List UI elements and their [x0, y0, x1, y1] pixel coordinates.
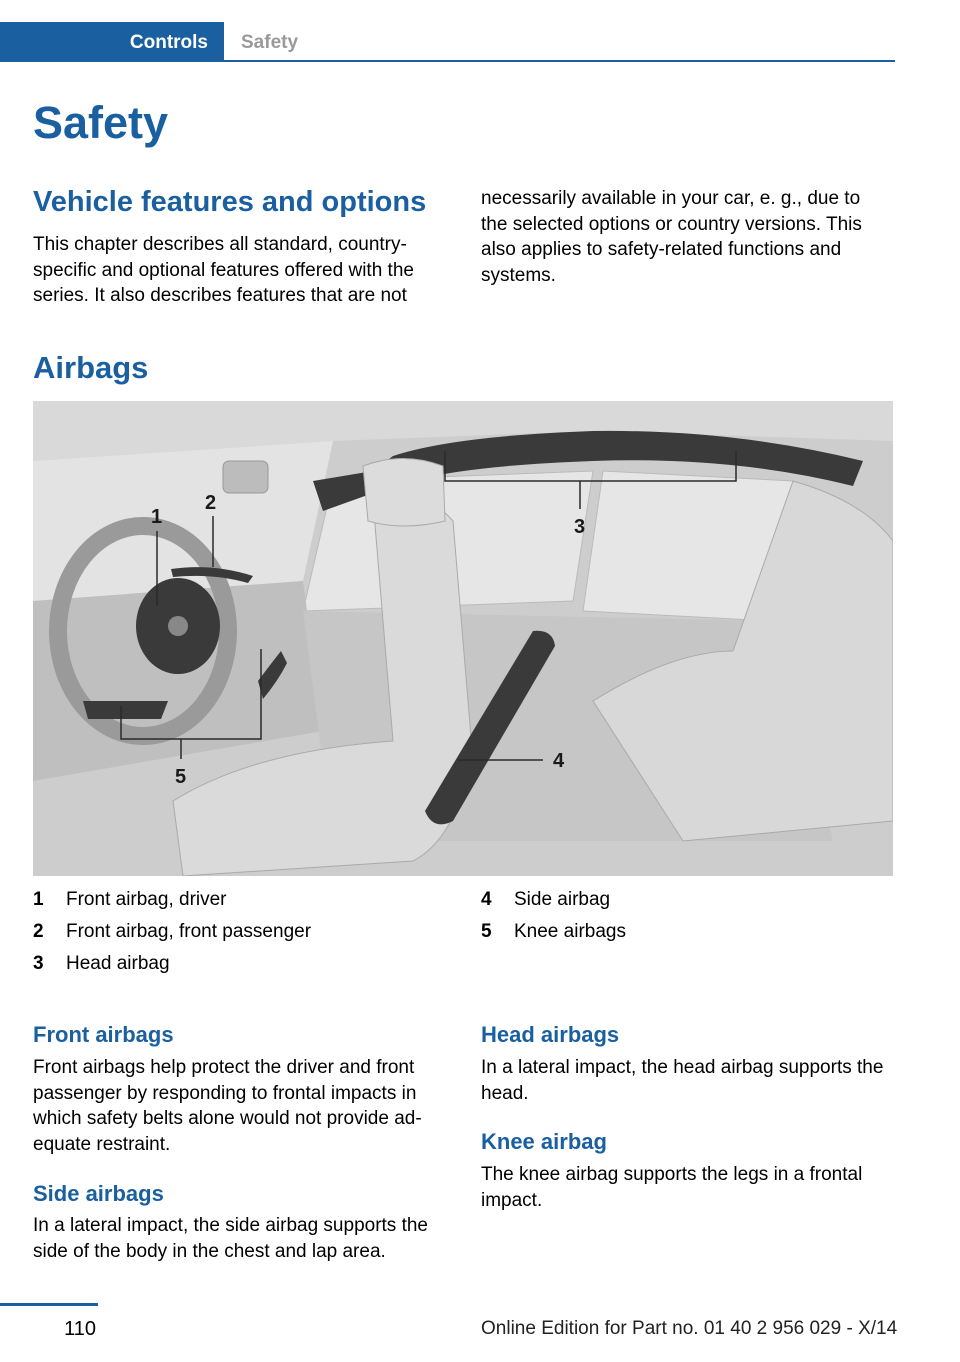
page-title: Safety — [33, 97, 169, 148]
side-airbags-heading: Side airbags — [33, 1181, 164, 1206]
head-airbags-text: In a lateral impact, the head airbag supports the head. — [481, 1057, 884, 1104]
footer-rule — [0, 1303, 98, 1306]
head-airbags-heading: Head airbags — [481, 1022, 620, 1047]
section-title: Vehicle features and options — [33, 186, 427, 218]
intro-text-right: necessarily available in your car, e. g., due to the selected options or country versions. This also applies to safety-related functions and systems. — [481, 188, 862, 286]
callout-4: 4 — [553, 750, 565, 772]
side-airbags-text: In a lateral impact, the side airbag supports the side of the body in the chest and lap area. — [33, 1215, 429, 1262]
airbags-illustration — [33, 401, 893, 876]
front-airbags-heading: Front airbags — [33, 1022, 174, 1047]
callout-2: 2 — [205, 492, 217, 514]
intro-text-left: This chapter describes all standard, country-specific and optional features offered with the series. It also describes features that are not — [33, 234, 414, 306]
tab-controls-label: Controls — [129, 32, 208, 53]
tab-controls[interactable] — [0, 22, 224, 62]
callout-3: 3 — [574, 516, 586, 538]
front-airbags-text: Front airbags help protect the driver and front passenger by responding to frontal impacts in which safety belts alone would not provide ad‐equate restraint. — [33, 1057, 422, 1155]
callout-5: 5 — [175, 766, 187, 788]
footer-edition: Online Edition for Part no. 01 40 2 956 029 - X/14 — [481, 1318, 898, 1339]
knee-airbag-heading: Knee airbag — [481, 1129, 607, 1154]
callout-1: 1 — [151, 506, 163, 528]
tab-safety[interactable]: Safety — [241, 32, 299, 53]
page-number: 110 — [64, 1318, 96, 1340]
header-tabbar — [0, 22, 895, 62]
knee-airbag-text: The knee airbag supports the legs in a frontal impact. — [481, 1164, 863, 1211]
airbags-title: Airbags — [33, 350, 149, 385]
